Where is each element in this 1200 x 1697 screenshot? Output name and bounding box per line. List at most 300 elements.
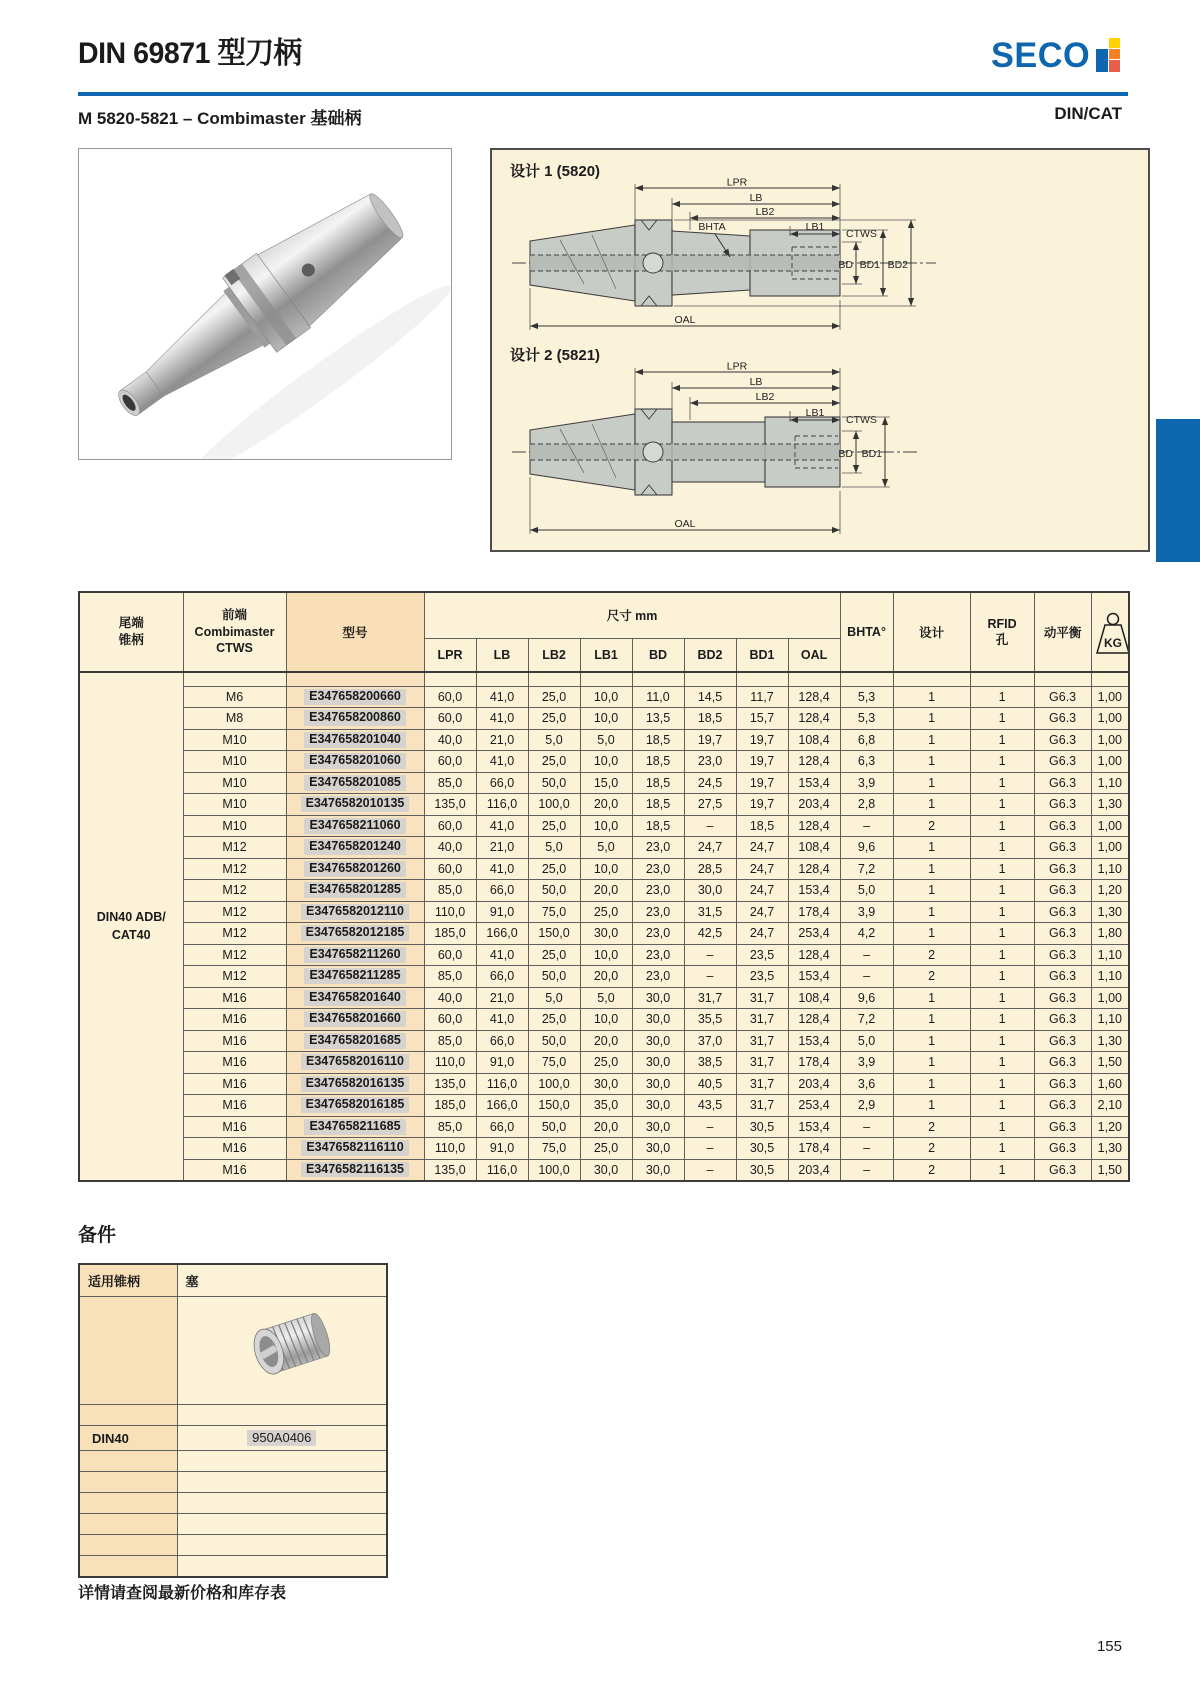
model-cell: E3476582012110 xyxy=(286,901,424,923)
model-cell: E347658200860 xyxy=(286,708,424,730)
header-dim-bd: BD xyxy=(632,638,684,672)
dim-oal-cell: 153,4 xyxy=(788,772,840,794)
spacer-cell xyxy=(183,672,286,686)
bhta-cell: 9,6 xyxy=(840,987,893,1009)
dim-oal-cell: 128,4 xyxy=(788,708,840,730)
dim-bd-cell: 23,0 xyxy=(632,901,684,923)
balance-cell: G6.3 xyxy=(1034,1073,1091,1095)
kg-cell: 1,00 xyxy=(1091,729,1129,751)
balance-cell: G6.3 xyxy=(1034,901,1091,923)
dim-lpr-cell: 60,0 xyxy=(424,858,476,880)
dim-oal-cell: 128,4 xyxy=(788,751,840,773)
dim-oal-cell: 253,4 xyxy=(788,1095,840,1117)
dim-bd1-cell: 24,7 xyxy=(736,880,788,902)
dim-bd-cell: 23,0 xyxy=(632,837,684,859)
design-cell: 2 xyxy=(893,1138,970,1160)
dim-lb2-cell: 25,0 xyxy=(528,751,580,773)
header-tail-line2: 锥柄 xyxy=(118,633,144,647)
kg-cell: 1,00 xyxy=(1091,708,1129,730)
model-cell: E3476582010135 xyxy=(286,794,424,816)
dim-lb-cell: 66,0 xyxy=(476,1030,528,1052)
dim-ctws: CTWS xyxy=(846,228,877,240)
design-cell: 1 xyxy=(893,987,970,1009)
bhta-cell: 2,9 xyxy=(840,1095,893,1117)
balance-cell: G6.3 xyxy=(1034,686,1091,708)
rfid-cell: 1 xyxy=(970,1030,1034,1052)
product-row xyxy=(79,1052,1129,1074)
rfid-cell: 1 xyxy=(970,1159,1034,1181)
dim-bd-cell: 23,0 xyxy=(632,858,684,880)
dim-bd2-cell: – xyxy=(684,1116,736,1138)
dim-lb-cell: 41,0 xyxy=(476,1009,528,1031)
ctws-cell: M12 xyxy=(183,880,286,902)
header-rule xyxy=(78,92,1128,96)
ctws-cell: M16 xyxy=(183,1138,286,1160)
balance-cell: G6.3 xyxy=(1034,1116,1091,1138)
plug-image-cell xyxy=(177,1297,387,1405)
model-cell: E347658201660 xyxy=(286,1009,424,1031)
rfid-cell: 1 xyxy=(970,1009,1034,1031)
dim-bd-cell: 18,5 xyxy=(632,729,684,751)
rfid-cell: 1 xyxy=(970,708,1034,730)
dim-lb2-cell: 75,0 xyxy=(528,1052,580,1074)
dim-bd2-cell: 18,5 xyxy=(684,708,736,730)
dim-bd-cell: 30,0 xyxy=(632,1030,684,1052)
series-subtitle: M 5820-5821 – Combimaster 基础柄 xyxy=(78,109,362,128)
dim-lb2-cell: 25,0 xyxy=(528,686,580,708)
dim-bd-cell: 30,0 xyxy=(632,1159,684,1181)
kg-cell: 1,10 xyxy=(1091,944,1129,966)
dim-bd2-cell: – xyxy=(684,815,736,837)
dim-lb1-cell: 20,0 xyxy=(580,794,632,816)
rfid-cell: 1 xyxy=(970,987,1034,1009)
dim-bd1-cell: 19,7 xyxy=(736,751,788,773)
ctws-cell: M10 xyxy=(183,772,286,794)
brand-wordmark: SECO xyxy=(990,36,1090,75)
dim2-ctws: CTWS xyxy=(846,414,877,426)
dim-bd1-cell: 31,7 xyxy=(736,1030,788,1052)
dim-lb-cell: 91,0 xyxy=(476,901,528,923)
dim-lb1-cell: 30,0 xyxy=(580,1159,632,1181)
dim-bd2-cell: – xyxy=(684,944,736,966)
spacer-cell xyxy=(1034,672,1091,686)
bhta-cell: 5,0 xyxy=(840,880,893,902)
balance-cell: G6.3 xyxy=(1034,1052,1091,1074)
dim-oal-cell: 108,4 xyxy=(788,837,840,859)
ctws-cell: M16 xyxy=(183,1073,286,1095)
design-cell: 1 xyxy=(893,858,970,880)
model-cell: E347658201040 xyxy=(286,729,424,751)
dim-bd-cell: 18,5 xyxy=(632,772,684,794)
dim2-lb: LB xyxy=(749,376,763,388)
dim-bd-cell: 18,5 xyxy=(632,751,684,773)
header-front-ctws: 前端 Combimaster CTWS xyxy=(183,592,286,672)
model-cell: E347658200660 xyxy=(286,686,424,708)
dim-lb2-cell: 25,0 xyxy=(528,1009,580,1031)
dim-lpr-cell: 110,0 xyxy=(424,1052,476,1074)
kg-cell: 1,10 xyxy=(1091,1009,1129,1031)
kg-cell: 1,50 xyxy=(1091,1159,1129,1181)
dim-lb1-cell: 10,0 xyxy=(580,708,632,730)
spare-empty-left xyxy=(79,1493,177,1514)
dim-bd-cell: 30,0 xyxy=(632,1138,684,1160)
design-cell: 2 xyxy=(893,1116,970,1138)
header-dim-oal: OAL xyxy=(788,638,840,672)
dim-lb-cell: 21,0 xyxy=(476,729,528,751)
dim-bd1-cell: 15,7 xyxy=(736,708,788,730)
page-title: DIN 69871 型刀柄 xyxy=(78,37,302,70)
dim-lb2-cell: 150,0 xyxy=(528,1095,580,1117)
weight-icon xyxy=(1094,611,1130,655)
dim-oal-cell: 178,4 xyxy=(788,901,840,923)
tail-taper-value: DIN40 ADB/ CAT40 xyxy=(79,672,183,1181)
balance-cell: G6.3 xyxy=(1034,815,1091,837)
dim-lb-cell: 116,0 xyxy=(476,794,528,816)
kg-cell: 1,00 xyxy=(1091,987,1129,1009)
spare-empty-row xyxy=(79,1514,387,1535)
dim-oal-cell: 128,4 xyxy=(788,815,840,837)
dim-lpr-cell: 185,0 xyxy=(424,923,476,945)
dim-lb1: LB1 xyxy=(805,221,825,233)
ctws-cell: M12 xyxy=(183,966,286,988)
dim-bd-cell: 23,0 xyxy=(632,880,684,902)
dim-oal-cell: 178,4 xyxy=(788,1138,840,1160)
dim-lb2-cell: 5,0 xyxy=(528,729,580,751)
design-cell: 1 xyxy=(893,686,970,708)
ctws-cell: M12 xyxy=(183,858,286,880)
dim-lpr-cell: 60,0 xyxy=(424,815,476,837)
bhta-cell: 5,3 xyxy=(840,686,893,708)
bhta-cell: 2,8 xyxy=(840,794,893,816)
rfid-cell: 1 xyxy=(970,837,1034,859)
product-row xyxy=(79,772,1129,794)
header-tail-line1: 尾端 xyxy=(118,616,144,631)
model-cell: E347658201685 xyxy=(286,1030,424,1052)
rfid-cell: 1 xyxy=(970,1138,1034,1160)
product-row xyxy=(79,1073,1129,1095)
balance-cell: G6.3 xyxy=(1034,858,1091,880)
dim-lb1-cell: 10,0 xyxy=(580,1009,632,1031)
dim-bd2-cell: 38,5 xyxy=(684,1052,736,1074)
dim-oal-cell: 128,4 xyxy=(788,944,840,966)
rfid-cell: 1 xyxy=(970,772,1034,794)
header-dimensions-group: 尺寸 mm xyxy=(424,592,840,638)
product-row xyxy=(79,729,1129,751)
dim-bd1-cell: 18,5 xyxy=(736,815,788,837)
spare-empty-left xyxy=(79,1472,177,1493)
dim-lb2-cell: 75,0 xyxy=(528,901,580,923)
balance-cell: G6.3 xyxy=(1034,1159,1091,1181)
dim-lb-cell: 66,0 xyxy=(476,880,528,902)
dim-lpr-cell: 60,0 xyxy=(424,708,476,730)
kg-cell: 2,10 xyxy=(1091,1095,1129,1117)
dim-oal-cell: 203,4 xyxy=(788,1073,840,1095)
section-index-tab xyxy=(1156,419,1200,562)
spacer-cell xyxy=(286,672,424,686)
bhta-cell: – xyxy=(840,1116,893,1138)
dim-bd1-cell: 19,7 xyxy=(736,729,788,751)
dim-lb1-cell: 10,0 xyxy=(580,815,632,837)
header-rfid-hole: RFID 孔 xyxy=(970,592,1034,672)
dim-bd2-cell: 19,7 xyxy=(684,729,736,751)
product-row xyxy=(79,686,1129,708)
dim-bd2-cell: – xyxy=(684,1159,736,1181)
spare-parts-heading: 备件 xyxy=(78,1225,117,1246)
dim-lb2-cell: 5,0 xyxy=(528,837,580,859)
dim-lb2-cell: 50,0 xyxy=(528,880,580,902)
ctws-cell: M10 xyxy=(183,794,286,816)
spacer-cell xyxy=(424,672,476,686)
spare-empty-left xyxy=(79,1556,177,1577)
dim-lb2-cell: 75,0 xyxy=(528,1138,580,1160)
dim-lpr-cell: 40,0 xyxy=(424,987,476,1009)
balance-cell: G6.3 xyxy=(1034,729,1091,751)
model-cell: E3476582012185 xyxy=(286,923,424,945)
rfid-cell: 1 xyxy=(970,1095,1034,1117)
kg-cell: 1,30 xyxy=(1091,794,1129,816)
kg-cell: 1,00 xyxy=(1091,751,1129,773)
spacer-cell xyxy=(684,672,736,686)
spacer-cell xyxy=(893,672,970,686)
dim-bd2-cell: 27,5 xyxy=(684,794,736,816)
footer-note: 详情请查阅最新价格和库存表 xyxy=(78,1585,287,1602)
dim-bd2-cell: 35,5 xyxy=(684,1009,736,1031)
spare-empty-row xyxy=(79,1451,387,1472)
dim-bd: BD xyxy=(838,259,853,271)
rfid-cell: 1 xyxy=(970,1073,1034,1095)
bhta-cell: – xyxy=(840,815,893,837)
dim-lpr-cell: 135,0 xyxy=(424,1073,476,1095)
product-table-body xyxy=(79,672,1129,1181)
header-model: 型号 xyxy=(286,592,424,672)
ctws-cell: M12 xyxy=(183,901,286,923)
dim-bd1-cell: 24,7 xyxy=(736,901,788,923)
spare-empty-row xyxy=(79,1493,387,1514)
ctws-cell: M16 xyxy=(183,1159,286,1181)
spare-empty-right xyxy=(177,1405,387,1426)
dim-oal-cell: 253,4 xyxy=(788,923,840,945)
dim-oal-cell: 108,4 xyxy=(788,729,840,751)
dim-bd-cell: 18,5 xyxy=(632,815,684,837)
ctws-cell: M10 xyxy=(183,729,286,751)
header-dim-bd1: BD1 xyxy=(736,638,788,672)
dim-lb1-cell: 5,0 xyxy=(580,729,632,751)
table-spacer-row xyxy=(79,672,1129,686)
dim-lpr-cell: 40,0 xyxy=(424,729,476,751)
design-cell: 1 xyxy=(893,923,970,945)
model-cell: E347658211685 xyxy=(286,1116,424,1138)
dim-lb1-cell: 30,0 xyxy=(580,1073,632,1095)
balance-cell: G6.3 xyxy=(1034,966,1091,988)
balance-cell: G6.3 xyxy=(1034,1030,1091,1052)
ctws-cell: M16 xyxy=(183,1009,286,1031)
toolholder-photo xyxy=(78,148,452,460)
kg-cell: 1,20 xyxy=(1091,1116,1129,1138)
dim-lb-cell: 41,0 xyxy=(476,708,528,730)
spacer-cell xyxy=(580,672,632,686)
dim-lpr-cell: 60,0 xyxy=(424,686,476,708)
dim-oal-cell: 178,4 xyxy=(788,1052,840,1074)
dim-bd-cell: 30,0 xyxy=(632,1116,684,1138)
dim-lb2-cell: 25,0 xyxy=(528,858,580,880)
ctws-cell: M10 xyxy=(183,815,286,837)
rfid-cell: 1 xyxy=(970,1116,1034,1138)
dim2-lpr: LPR xyxy=(726,360,748,373)
dim-lb-cell: 41,0 xyxy=(476,944,528,966)
weight-kg-label: KG xyxy=(1103,636,1122,650)
dim-lb-cell: 116,0 xyxy=(476,1073,528,1095)
model-cell: E347658201640 xyxy=(286,987,424,1009)
design-cell: 1 xyxy=(893,901,970,923)
header-balance: 动平衡 xyxy=(1034,592,1091,672)
dim-lpr-cell: 135,0 xyxy=(424,1159,476,1181)
spare-taper-value: DIN40 xyxy=(79,1426,177,1451)
header-tail-taper xyxy=(79,592,183,672)
spare-empty-right xyxy=(177,1472,387,1493)
dim-lpr: LPR xyxy=(726,178,748,189)
kg-cell: 1,60 xyxy=(1091,1073,1129,1095)
dim-bd-cell: 11,0 xyxy=(632,686,684,708)
design-cell: 2 xyxy=(893,1159,970,1181)
dim-lpr-cell: 85,0 xyxy=(424,1030,476,1052)
product-row xyxy=(79,1095,1129,1117)
dim-lb1-cell: 5,0 xyxy=(580,987,632,1009)
product-row xyxy=(79,901,1129,923)
balance-cell: G6.3 xyxy=(1034,880,1091,902)
balance-cell: G6.3 xyxy=(1034,1138,1091,1160)
model-cell: E3476582116135 xyxy=(286,1159,424,1181)
product-row xyxy=(79,837,1129,859)
dim-bd1-cell: 19,7 xyxy=(736,772,788,794)
dim2-bd1: BD1 xyxy=(861,448,882,460)
bhta-cell: – xyxy=(840,966,893,988)
dim-oal-cell: 128,4 xyxy=(788,858,840,880)
kg-cell: 1,00 xyxy=(1091,686,1129,708)
plug-image xyxy=(202,1299,362,1399)
bhta-cell: 9,6 xyxy=(840,837,893,859)
spare-plug-code: 950A0406 xyxy=(247,1430,316,1446)
balance-cell: G6.3 xyxy=(1034,751,1091,773)
dim-lb2-cell: 5,0 xyxy=(528,987,580,1009)
bhta-cell: – xyxy=(840,1138,893,1160)
dim2-lb2: LB2 xyxy=(755,391,775,403)
model-cell: E347658211260 xyxy=(286,944,424,966)
dim-lb1-cell: 20,0 xyxy=(580,880,632,902)
kg-cell: 1,30 xyxy=(1091,901,1129,923)
dim-oal-cell: 203,4 xyxy=(788,794,840,816)
dim-lpr-cell: 85,0 xyxy=(424,966,476,988)
spare-empty-row xyxy=(79,1556,387,1577)
spare-empty-row xyxy=(79,1535,387,1556)
ctws-cell: M12 xyxy=(183,923,286,945)
dim-bd-cell: 23,0 xyxy=(632,944,684,966)
dim-lb2-cell: 50,0 xyxy=(528,1030,580,1052)
model-cell: E3476582016185 xyxy=(286,1095,424,1117)
dim-lb2: LB2 xyxy=(755,206,775,218)
dim-lb2-cell: 50,0 xyxy=(528,966,580,988)
dim2-oal: OAL xyxy=(674,518,696,530)
spare-empty-right xyxy=(177,1535,387,1556)
dim-bd-cell: 18,5 xyxy=(632,794,684,816)
dim-lpr-cell: 185,0 xyxy=(424,1095,476,1117)
bhta-cell: 6,8 xyxy=(840,729,893,751)
spare-plug-value xyxy=(177,1426,387,1451)
dim-lb-cell: 116,0 xyxy=(476,1159,528,1181)
balance-cell: G6.3 xyxy=(1034,1009,1091,1031)
rfid-cell: 1 xyxy=(970,686,1034,708)
model-cell: E347658201085 xyxy=(286,772,424,794)
dim-lb-cell: 21,0 xyxy=(476,987,528,1009)
bhta-cell: 7,2 xyxy=(840,1009,893,1031)
dim-lb2-cell: 25,0 xyxy=(528,708,580,730)
kg-cell: 1,10 xyxy=(1091,772,1129,794)
dim-bd-cell: 30,0 xyxy=(632,1009,684,1031)
dim-bd1-cell: 31,7 xyxy=(736,1073,788,1095)
product-row xyxy=(79,1009,1129,1031)
model-cell: E347658201285 xyxy=(286,880,424,902)
technical-drawing-panel xyxy=(490,148,1150,552)
bhta-cell: 4,2 xyxy=(840,923,893,945)
rfid-cell: 1 xyxy=(970,944,1034,966)
dim-lb1-cell: 25,0 xyxy=(580,1138,632,1160)
design-cell: 2 xyxy=(893,966,970,988)
spare-empty-right xyxy=(177,1556,387,1577)
design2-label: 设计 2 (5821) xyxy=(510,347,601,364)
spare-header-plug: 塞 xyxy=(177,1264,387,1297)
ctws-cell: M16 xyxy=(183,987,286,1009)
dim-bd2-cell: 40,5 xyxy=(684,1073,736,1095)
bhta-cell: 3,9 xyxy=(840,901,893,923)
dim-lb1-cell: 20,0 xyxy=(580,1116,632,1138)
bhta-cell: – xyxy=(840,944,893,966)
model-cell: E347658201240 xyxy=(286,837,424,859)
brand-mark-icon xyxy=(1096,38,1122,72)
model-cell: E347658211060 xyxy=(286,815,424,837)
design-cell: 1 xyxy=(893,880,970,902)
model-cell: E347658211285 xyxy=(286,966,424,988)
model-cell: E3476582116110 xyxy=(286,1138,424,1160)
dim-bd-cell: 23,0 xyxy=(632,923,684,945)
ctws-cell: M8 xyxy=(183,708,286,730)
dim-lb-cell: 41,0 xyxy=(476,686,528,708)
spacer-cell xyxy=(736,672,788,686)
design-cell: 1 xyxy=(893,708,970,730)
dim-oal-cell: 128,4 xyxy=(788,686,840,708)
bhta-cell: 3,9 xyxy=(840,772,893,794)
spare-empty-left xyxy=(79,1535,177,1556)
ctws-cell: M12 xyxy=(183,837,286,859)
balance-cell: G6.3 xyxy=(1034,794,1091,816)
kg-cell: 1,10 xyxy=(1091,858,1129,880)
dim-bd2-cell: 23,0 xyxy=(684,751,736,773)
dim-lb-cell: 41,0 xyxy=(476,815,528,837)
model-cell: E347658201060 xyxy=(286,751,424,773)
dim2-bd: BD xyxy=(838,448,853,460)
product-row xyxy=(79,815,1129,837)
header-weight xyxy=(1091,592,1129,672)
design1-label: 设计 1 (5820) xyxy=(510,163,601,180)
dim-lb-cell: 41,0 xyxy=(476,751,528,773)
dim-oal-cell: 153,4 xyxy=(788,880,840,902)
dim-lpr-cell: 60,0 xyxy=(424,751,476,773)
design-cell: 1 xyxy=(893,837,970,859)
balance-cell: G6.3 xyxy=(1034,923,1091,945)
ctws-cell: M16 xyxy=(183,1052,286,1074)
kg-cell: 1,50 xyxy=(1091,1052,1129,1074)
dim-bd1-cell: 30,5 xyxy=(736,1138,788,1160)
bhta-cell: 3,9 xyxy=(840,1052,893,1074)
dim-oal-cell: 153,4 xyxy=(788,1030,840,1052)
